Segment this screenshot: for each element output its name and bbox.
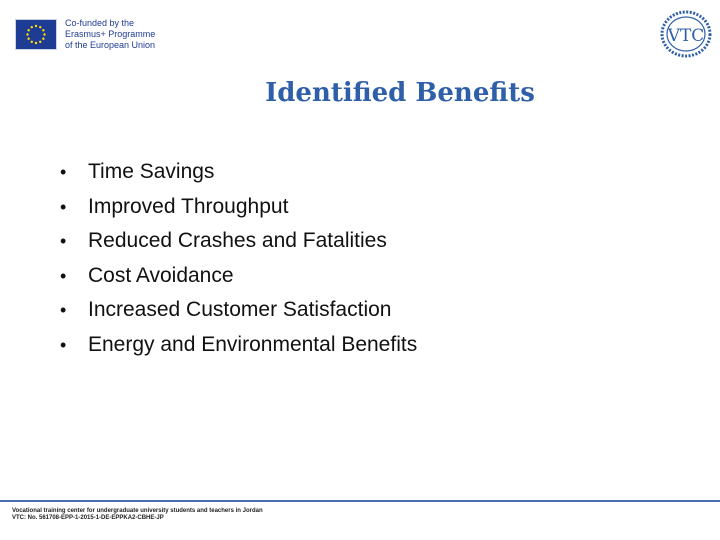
eu-star	[43, 33, 45, 35]
bullet-icon: •	[60, 334, 67, 355]
eu-star	[27, 38, 29, 40]
eu-star	[42, 29, 44, 31]
list-item	[60, 195, 417, 230]
benefit-label: Time Savings	[88, 160, 215, 183]
benefit-label: Energy and Environmental Benefits	[88, 332, 418, 356]
bullet-icon: •	[60, 265, 67, 286]
list-item	[60, 160, 417, 195]
bullet-icon: •	[60, 196, 67, 217]
footer-divider	[0, 500, 720, 502]
bullet-icon: •	[60, 231, 67, 251]
eu-star	[39, 26, 41, 28]
slide-title: Identified Benefits	[265, 78, 535, 108]
eu-star	[27, 29, 29, 31]
benefit-label: Improved Throughput	[88, 194, 289, 218]
footer-line-2: VTC: No. 561708-EPP-1-2015-1-DE-EPPKA2-CBHE-JP	[12, 515, 164, 521]
eu-star	[31, 26, 33, 28]
eu-star	[35, 25, 37, 27]
eu-cofunded-text: Co-funded by the Erasmus+ Programme of the European Union	[65, 18, 156, 50]
footer-line-1: Vocational training center for undergraduate university students and teachers in Jordan	[12, 508, 263, 514]
vtc-logo-icon	[660, 10, 712, 58]
benefit-label: Cost Avoidance	[88, 263, 234, 287]
eu-cofunded-logo	[15, 18, 155, 51]
list-item	[60, 298, 417, 333]
benefits-list	[60, 160, 417, 367]
eu-star	[26, 33, 28, 35]
benefit-label: Reduced Crashes and Fatalities	[88, 229, 387, 252]
list-item	[60, 229, 417, 264]
benefit-label: Increased Customer Satisfaction	[88, 298, 392, 321]
eu-star	[31, 41, 33, 43]
bullet-icon: •	[60, 162, 67, 182]
footer	[12, 508, 263, 522]
eu-flag-icon	[15, 19, 57, 50]
eu-star	[35, 42, 37, 44]
list-item	[60, 333, 417, 368]
eu-star	[42, 38, 44, 40]
eu-star	[39, 41, 41, 43]
vtc-logo-text: VTC	[667, 26, 705, 46]
bullet-icon: •	[60, 300, 67, 320]
list-item	[60, 264, 417, 299]
